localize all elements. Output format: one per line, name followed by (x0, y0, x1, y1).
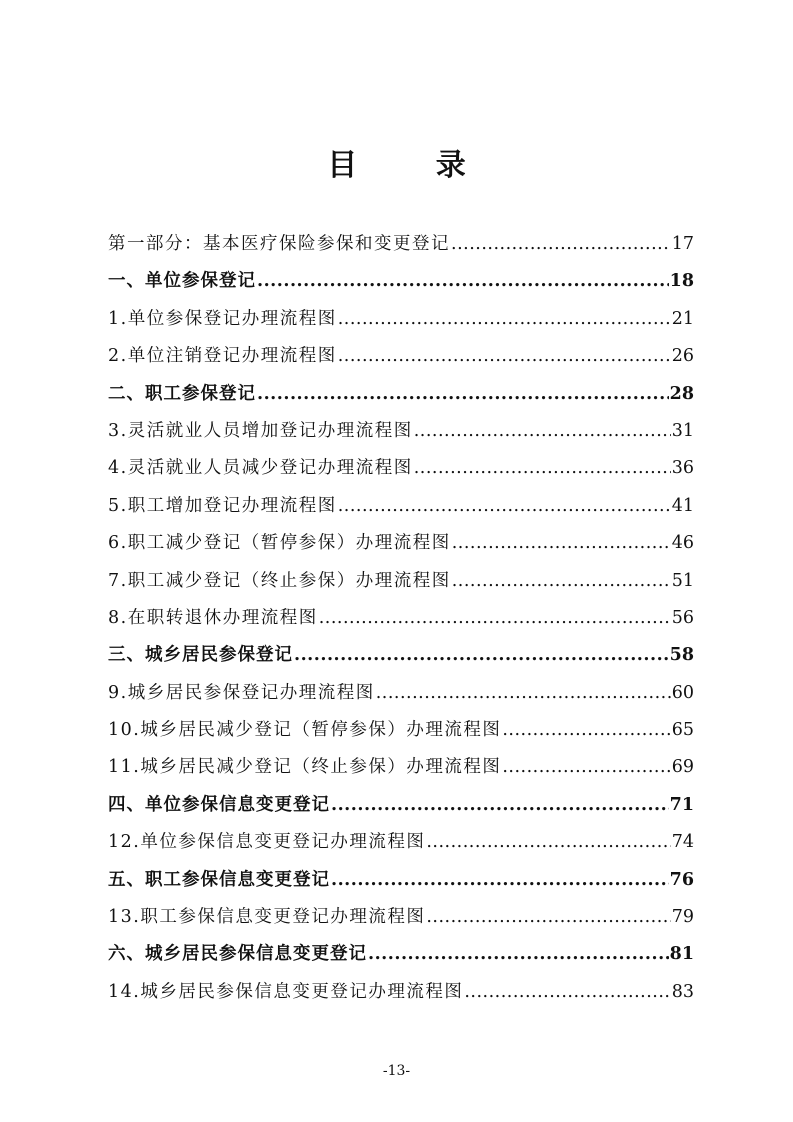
page-title: 目 录 (327, 148, 500, 183)
toc-entry[interactable] (108, 413, 694, 450)
toc-dot-leader (376, 675, 671, 712)
toc-dot-leader (257, 376, 669, 413)
toc-dot-leader (338, 488, 671, 525)
toc-dot-leader (338, 338, 671, 375)
toc-dot-leader (319, 600, 671, 637)
toc-dot-leader (464, 974, 670, 1011)
toc-entry-page: 31 (671, 420, 694, 441)
toc-entry-label: 第一部分：基本医疗保险参保和变更登记 (108, 233, 450, 254)
toc-entry-label: 7.职工减少登记（终止参保）办理流程图 (108, 570, 451, 591)
toc-entry-label: 5.职工增加登记办理流程图 (108, 495, 337, 516)
toc-dot-leader (451, 226, 671, 263)
toc-entry-label: 四、单位参保信息变更登记 (108, 794, 330, 815)
toc-entry-page: 74 (671, 832, 694, 853)
toc-entry-label: 12.单位参保信息变更登记办理流程图 (108, 832, 426, 853)
toc-entry[interactable] (108, 600, 694, 637)
toc-entry-label: 14.城乡居民参保信息变更登记办理流程图 (108, 981, 464, 1002)
toc-entry-page: 69 (671, 757, 694, 778)
toc-entry[interactable] (108, 450, 694, 487)
toc-entry-label: 9.城乡居民参保登记办理流程图 (108, 682, 375, 703)
toc-entry-label: 2.单位注销登记办理流程图 (108, 346, 337, 367)
toc-dot-leader (338, 301, 671, 338)
toc-entry-label: 三、城乡居民参保登记 (108, 645, 293, 666)
toc-dot-leader (452, 525, 671, 562)
toc-section-entry[interactable] (108, 787, 694, 824)
toc-entry-page: 79 (671, 907, 694, 928)
toc-entry[interactable] (108, 899, 694, 936)
toc-entry-page: 81 (669, 944, 694, 965)
toc-entry-page: 28 (669, 383, 694, 404)
toc-entry-label: 11.城乡居民减少登记（终止参保）办理流程图 (108, 757, 502, 778)
toc-entry[interactable] (108, 824, 694, 861)
toc-entry-page: 51 (671, 570, 694, 591)
toc-section-entry[interactable] (108, 862, 694, 899)
toc-entry-page: 36 (671, 458, 694, 479)
toc-entry[interactable] (108, 563, 694, 600)
toc-entry-page: 46 (671, 533, 694, 554)
toc-section-entry[interactable] (108, 263, 694, 300)
toc-dot-leader (257, 263, 669, 300)
toc-entry-label: 1.单位参保登记办理流程图 (108, 308, 337, 329)
toc-entry[interactable] (108, 712, 694, 749)
toc-entry-label: 10.城乡居民减少登记（暂停参保）办理流程图 (108, 720, 502, 741)
page-number: -13- (382, 1063, 411, 1079)
toc-entry-label: 五、职工参保信息变更登记 (108, 869, 330, 890)
toc-section-entry[interactable] (108, 637, 694, 674)
toc-entry-page: 76 (669, 869, 694, 890)
toc-entry-page: 60 (671, 682, 694, 703)
toc-entry-page: 83 (671, 981, 694, 1002)
toc-entry-page: 18 (669, 271, 694, 292)
toc-entry-page: 41 (671, 495, 694, 516)
toc-entry[interactable] (108, 488, 694, 525)
toc-entry-page: 56 (671, 607, 694, 628)
toc-dot-leader (426, 824, 670, 861)
toc-entry[interactable] (108, 974, 694, 1011)
toc-dot-leader (414, 450, 671, 487)
toc-entry[interactable] (108, 749, 694, 786)
toc-dot-leader (502, 712, 670, 749)
toc-entry-label: 二、职工参保登记 (108, 383, 256, 404)
toc-section-entry[interactable] (108, 936, 694, 973)
toc-entry-label: 6.职工减少登记（暂停参保）办理流程图 (108, 533, 451, 554)
toc-entry-page: 26 (671, 346, 694, 367)
toc-entry[interactable] (108, 525, 694, 562)
toc-entry[interactable] (108, 338, 694, 375)
toc-entry-page: 21 (671, 308, 694, 329)
toc-entry[interactable] (108, 301, 694, 338)
toc-dot-leader (502, 749, 670, 786)
toc-entry-page: 65 (671, 720, 694, 741)
toc-dot-leader (426, 899, 670, 936)
toc-entry-label: 13.职工参保信息变更登记办理流程图 (108, 907, 426, 928)
toc-entry-page: 58 (669, 645, 694, 666)
toc-entry-page: 71 (669, 794, 694, 815)
toc-entry-label: 六、城乡居民参保信息变更登记 (108, 944, 367, 965)
toc-entry-label: 8.在职转退休办理流程图 (108, 607, 318, 628)
toc-entry[interactable] (108, 226, 694, 263)
toc-dot-leader (452, 563, 671, 600)
toc-entry-label: 3.灵活就业人员增加登记办理流程图 (108, 420, 413, 441)
toc-entry-label: 一、单位参保登记 (108, 271, 256, 292)
toc-entry-page: 17 (671, 233, 694, 254)
toc-dot-leader (294, 637, 669, 674)
toc-dot-leader (368, 936, 669, 973)
toc-section-entry[interactable] (108, 376, 694, 413)
toc-dot-leader (331, 787, 669, 824)
toc-dot-leader (331, 862, 669, 899)
table-of-contents (108, 226, 694, 1011)
toc-entry[interactable] (108, 675, 694, 712)
toc-entry-label: 4.灵活就业人员减少登记办理流程图 (108, 458, 413, 479)
toc-dot-leader (414, 413, 671, 450)
